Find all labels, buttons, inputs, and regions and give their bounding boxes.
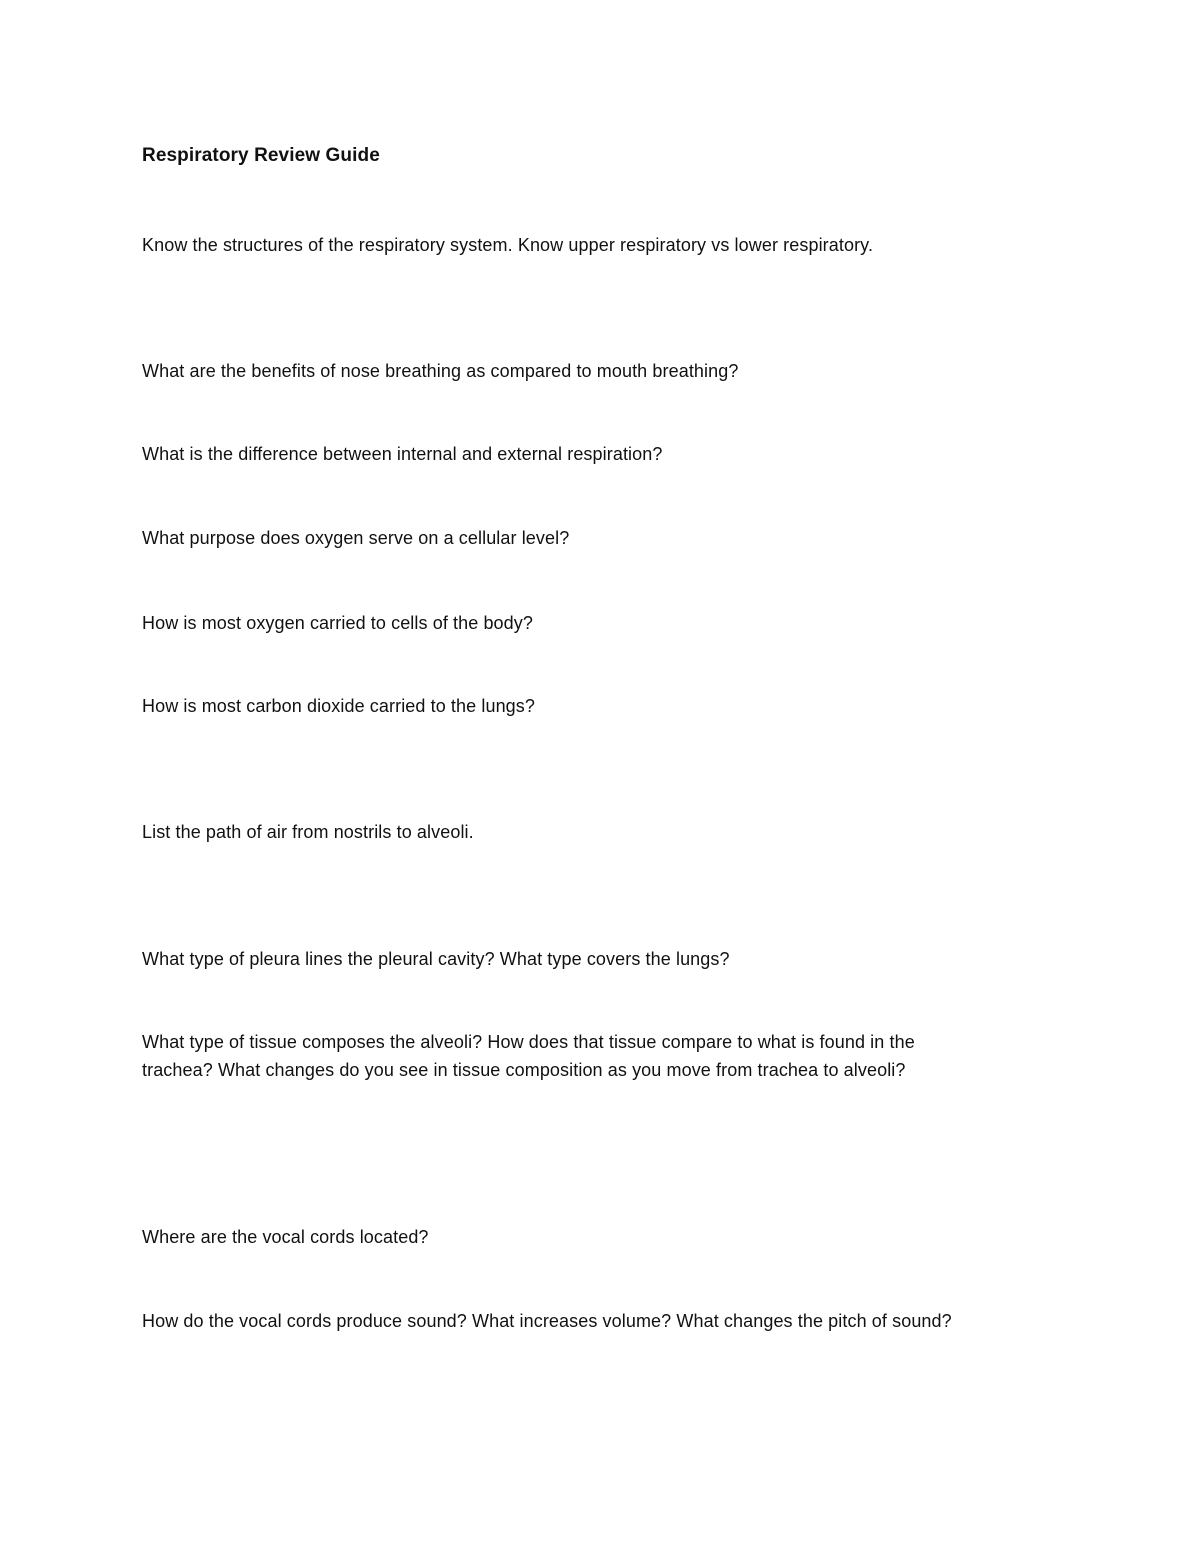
page-title: Respiratory Review Guide: [142, 145, 380, 166]
question-oxygen-transport: How is most oxygen carried to cells of the body?: [142, 613, 533, 633]
question-carbon-dioxide-transport: How is most carbon dioxide carried to the lungs?: [142, 696, 535, 716]
question-air-path: List the path of air from nostrils to alveoli.: [142, 822, 474, 842]
question-vocal-cords-location: Where are the vocal cords located?: [142, 1227, 429, 1247]
question-nose-breathing: What are the benefits of nose breathing as compared to mouth breathing?: [142, 361, 739, 381]
question-alveoli-tissue-line2: trachea? What changes do you see in tissue composition as you move from trachea to alveoli?: [142, 1060, 906, 1080]
guide-intro: Know the structures of the respiratory system. Know upper respiratory vs lower respiratory.: [142, 235, 874, 255]
question-respiration-types: What is the difference between internal and external respiration?: [142, 444, 663, 464]
question-alveoli-tissue-line1: What type of tissue composes the alveoli? How does that tissue compare to what is found in the: [142, 1032, 915, 1052]
question-vocal-cords-sound: How do the vocal cords produce sound? What increases volume? What changes the pitch of sound?: [142, 1311, 952, 1331]
question-oxygen-purpose: What purpose does oxygen serve on a cellular level?: [142, 528, 570, 548]
question-pleura: What type of pleura lines the pleural cavity? What type covers the lungs?: [142, 949, 730, 969]
